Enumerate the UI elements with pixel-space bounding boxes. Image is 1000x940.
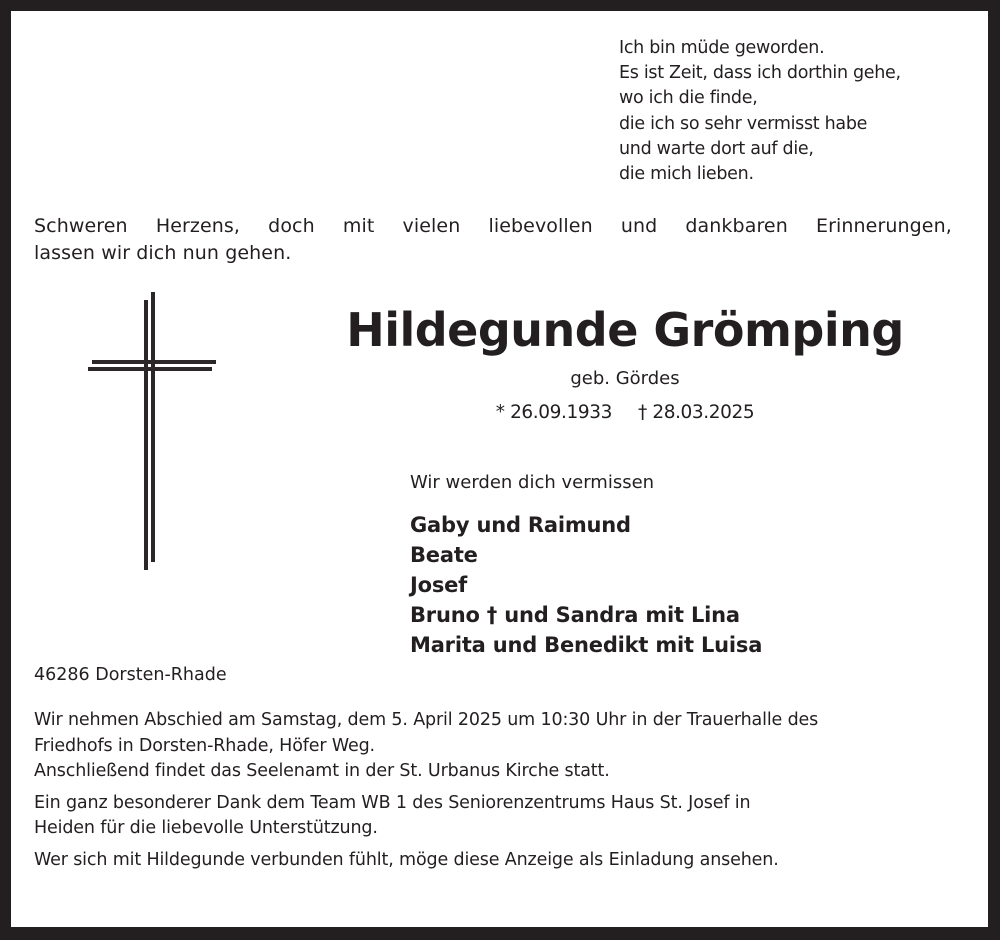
birth-date: * 26.09.1933 (495, 402, 612, 423)
mourners-list (410, 510, 762, 660)
intro-word: doch (268, 215, 315, 237)
farewell-paragraph (34, 708, 964, 785)
thanks-line-1: Ein ganz besonderer Dank dem Team WB 1 des Seniorenzentrums Haus St. Josef in (34, 792, 751, 813)
deceased-name: Hildegunde Grömping (346, 303, 904, 357)
birth-name: geb. Gördes (570, 368, 680, 389)
intro-word: mit (342, 215, 375, 237)
poem-line: die mich lieben. (619, 164, 754, 185)
mourner-name: Beate (410, 543, 478, 567)
intro-line-1 (34, 213, 952, 240)
intro-word: Schweren (34, 215, 128, 237)
invitation-paragraph: Wer sich mit Hildegunde verbunden fühlt, möge diese Anzeige als Einladung ansehen. (34, 849, 779, 870)
intro-line-2: lassen wir dich nun gehen. (34, 242, 292, 264)
thanks-line-2: Heiden für die liebevolle Unterstützung. (34, 818, 378, 838)
intro-word: dankbaren (685, 215, 788, 237)
mourners-intro: Wir werden dich vermissen (410, 472, 655, 493)
intro-word: und (620, 215, 658, 237)
death-date: † 28.03.2025 (638, 402, 755, 423)
poem-line: die ich so sehr vermisst habe (619, 113, 868, 134)
mourner-name: Marita und Benedikt mit Luisa (410, 633, 763, 657)
mourner-name: Josef (410, 573, 468, 597)
poem-line: Ich bin müde geworden. (619, 38, 825, 58)
poem-line: wo ich die finde, (619, 88, 758, 109)
mourner-name: Gaby und Raimund (410, 513, 631, 537)
intro-word: vielen (402, 215, 461, 237)
intro-word: Herzens, (155, 215, 241, 237)
mourner-name: Bruno † und Sandra mit Lina (410, 603, 740, 627)
farewell-line-2: Friedhofs in Dorsten-Rhade, Höfer Weg. (34, 735, 375, 756)
poem (619, 36, 901, 187)
intro-word: liebevollen (488, 215, 593, 237)
poem-line: Es ist Zeit, dass ich dorthin gehe, (619, 63, 901, 84)
farewell-line-1: Wir nehmen Abschied am Samstag, dem 5. April 2025 um 10:30 Uhr in der Trauerhalle des (34, 710, 819, 730)
poem-line: und warte dort auf die, (619, 138, 814, 159)
place: 46286 Dorsten-Rhade (34, 665, 227, 685)
mass-line: Anschließend findet das Seelenamt in der St. Urbanus Kirche statt. (34, 761, 610, 781)
intro-word: Erinnerungen, (815, 215, 952, 237)
intro-text (34, 213, 952, 267)
funeral-info (34, 708, 964, 879)
life-dates (325, 400, 925, 426)
thanks-paragraph (34, 791, 964, 842)
